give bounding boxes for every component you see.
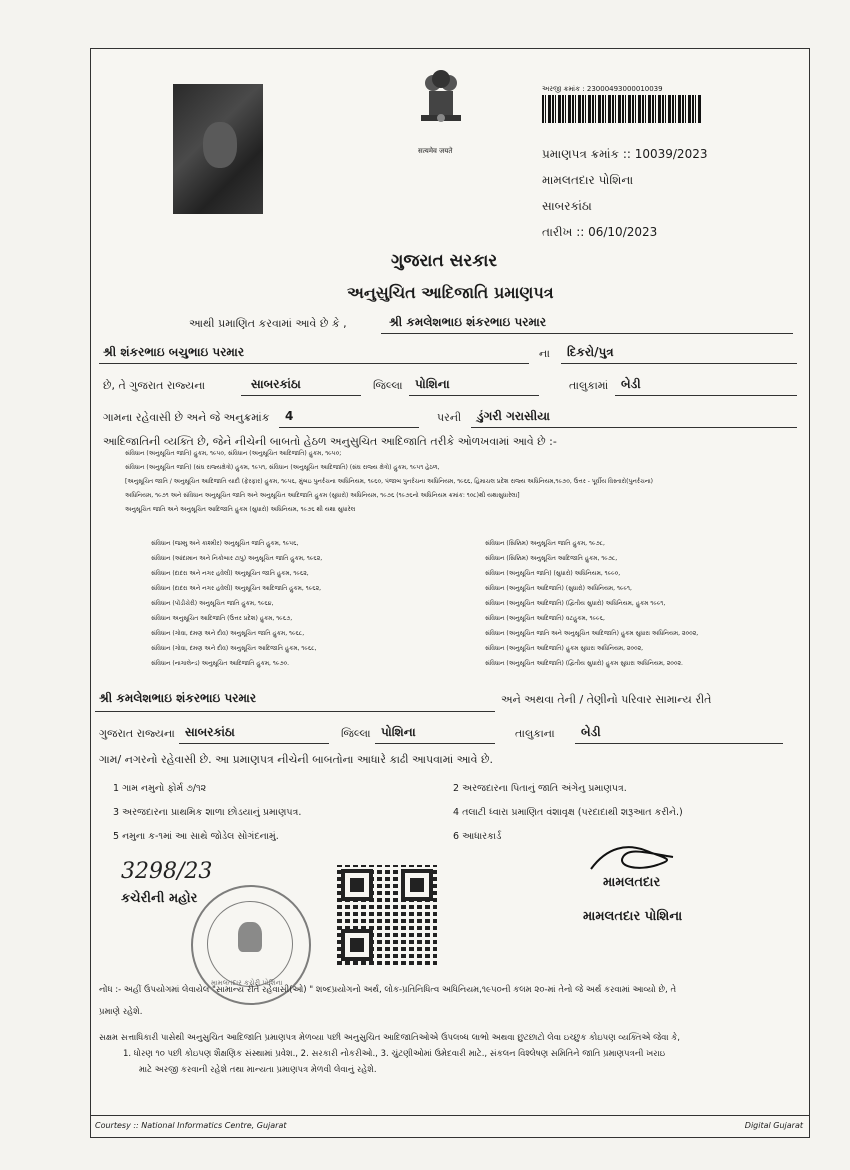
village-value: બેડી (621, 377, 641, 391)
residence-name: શ્રી કમલેશભાઇ શંકરભાઇ પરમાર (99, 691, 257, 705)
document-5: 5 નમુના ક-૧માં આ સાથે જોડેલ સોગંદનામું. (113, 831, 279, 842)
order-left-2: સંવિધાન (આંદામાન અને નિકોબાર ટાપુ) અનુસૂચિત જાતિ હુકમ, ૧૯૬૨, (151, 555, 323, 562)
document-3: 3 અરજદારના પ્રાથમિક શાળા છોડયાનું પ્રમાણપત્ર. (113, 807, 302, 818)
resident-label: ગામના રહેવાસી છે અને જે અનુક્રમાંક (103, 411, 270, 424)
tribe-value: ડુંગરી ગરાસીયા (477, 409, 550, 423)
residence-district: સાબરકાંઠા (185, 725, 235, 739)
note-line-1b: પ્રમાણે રહેશે. (99, 1007, 143, 1017)
order-right-8: સંવિધાન (અનુસૂચિત આદિજાતિ) હુકમ સુધારા અધિનિયમ, ૨૦૦૨, (485, 645, 644, 652)
jilla-label: જિલ્લા (373, 379, 403, 392)
order-right-3: સંવિધાન (અનુસૂચિત જાતિ) (સુધારો) અધિનિયમ, ૧૯૯૦, (485, 570, 621, 577)
order-intro-4: અધિનિયમ, ૧૯૭૧ અને સંવિધાન અનુસૂચિત જાતિ અને અનુસૂચિત આદિજાતિ હુકમ (સુધારો) અધિનિયમ, ૧૯૭૬ (૧૯૭૬નો અધિનિયમ ક્રમાંક: ૧૦૮)થી યથાસુધારેલા] (125, 492, 520, 499)
emblem-motto: सत्यमेव जयते (418, 147, 453, 155)
certify-label: આથી પ્રમાણિત કરવામાં આવે છે કે , (189, 317, 347, 330)
state-label: છે, તે ગુજરાત રાજ્યના (103, 379, 206, 392)
order-intro-1: સંવિધાન (અનુસૂચિત જાતિ) હુકમ, ૧૯૫૦, સંવિધાન (અનુસૂચિત આદિજાતિ) હુકમ, ૧૯૫૦; (125, 450, 342, 457)
signatory-title: મામલતદાર (603, 875, 661, 890)
office-seal-label: કચેરીની મહોર (121, 891, 198, 906)
order-left-9: સંવિધાન (નાગાલેન્ડ) અનુસૂચિત આદિજાતિ હુકમ, ૧૯૭૦. (151, 660, 290, 667)
order-right-6: સંવિધાન (અનુસૂચિત આદિજાતિ) વટહુકમ, ૧૯૯૬, (485, 615, 605, 622)
document-4: 4 તલાટી ધ્વારા પ્રમાણિત વંશાવૃક્ષ (પરદાદાથી શરૂઆત કરીને.) (453, 807, 683, 818)
order-intro-2: સંવિધાન (અનુસૂચિત જાતિ) (સંઘ રાજ્યક્ષેત્રો) હુકમ, ૧૯૫૧, સંવિધાન (અનુસૂચિત આદિજાતિ) (સંઘ રાજ્ય ક્ષેત્રો) હુકમ, ૧૯૫૧ હેઠળ, (125, 464, 440, 471)
issuing-district: સાબરકાંઠા (542, 199, 592, 213)
barcode (542, 95, 702, 123)
document-1: 1 ગામ નમુનો ફોર્મ ૭/૧૨ (113, 783, 207, 794)
residence-taluka: પોશિના (381, 725, 416, 739)
signature-mark (587, 839, 677, 879)
na-label: ના (539, 347, 550, 360)
qr-code[interactable] (337, 865, 437, 965)
note-line-4: માટે અરજી કરવાની રહેશે તથા માન્યતા પ્રમાણપત્ર મેળવી લેવાનું રહેશે. (139, 1065, 377, 1075)
taluka-value: પોશિના (415, 377, 450, 391)
handwritten-number: 3298/23 (121, 859, 213, 884)
order-left-6: સંવિધાન અનુસૂચિત આદિજાતિ (ઉત્તર પ્રદેશ) હુકમ, ૧૯૬૭, (151, 615, 293, 622)
applicant-photo (173, 84, 263, 214)
order-right-4: સંવિધાન (અનુસૂચિત આદિજાતિ) (સુધારો) અધિનિયમ, ૧૯૯૧, (485, 585, 632, 592)
father-name: શ્રી શંકરભાઇ બચુભાઇ પરમાર (103, 345, 245, 359)
order-right-1: સંવિધાન (સિક્કિમ) અનુસૂચિત જાતિ હુકમ, ૧૯૭૮, (485, 540, 605, 547)
paraiki-label: પરની (437, 411, 462, 424)
issue-date: તારીખ :: 06/10/2023 (542, 225, 658, 239)
note-line-1: નોંધ :- અહીં ઉપયોગમાં લેવાયેલ "સામાન્ય રીતે રહેવાસી(ઓ) " શબ્દપ્રયોગનો અર્થ, લોક-પ્રતિનિધિત્વ અધિનિયમ,૧૯૫૦ની કલમ ૨૦-માં તેનો જે અર્થ કરવામાં આવ્યો છે, તે (99, 985, 677, 995)
order-left-3: સંવિધાન (દાદરા અને નગર હવેલી) અનુસૂચિત જાતિ હુકમ, ૧૯૬૨, (151, 570, 309, 577)
residence-state-label: ગુજરાત રાજ્યના (99, 727, 175, 740)
certificate-page (90, 48, 810, 1138)
residence-village: બેડી (581, 725, 601, 739)
order-left-1: સંવિધાન (જમ્મુ અને કાશ્મીર) અનુસૂચિત જાતિ હુકમ, ૧૯૫૬, (151, 540, 299, 547)
order-intro-3: [અનુસૂચિત જાતિ / અનુસૂચિત આદિજાતિ યાદી (ફેરફાર) હુકમ, ૧૯૫૬, મુંબઇ પુનર્રચના અધિનિયમ, ૧૯૬૦, પંજાબ પુનર્રચના અધિનિયમ, ૧૯૬૬, હિમાચલ પ્રદેશ રાજ્ય અધિનિયમ,૧૯૭૦, ઉત્તર - પૂર્વીય વિસ્તારો(પુનર્રચના) (125, 478, 654, 485)
document-2: 2 અરજદારના પિતાનું જાતિ અંગેનુ પ્રમાણપત્ર. (453, 783, 627, 794)
issuing-office: મામલતદાર પોશિના (542, 173, 634, 187)
relation: દિકરો/પુત્ર (567, 345, 614, 359)
intro-text: આદિજાતિની વ્યક્તિ છે, જેને નીચેની બાબતો હેઠળ અનુસુચિત આદિજાતિ તરીકે ઓળખવામાં આવે છે :- (103, 435, 557, 448)
order-right-7: સંવિધાન (અનુસૂચિત જાતિ અને અનુસૂચિત આદિજાતિ) હુકમ સુધારા અધિનિયમ, ૨૦૦૨, (485, 630, 699, 637)
residence-jilla-label: જિલ્લા (341, 727, 371, 740)
order-left-7: સંવિધાન (ગોવા, દમણ અને દીવ) અનુસૂચિત જાતિ હુકમ, ૧૯૬૮, (151, 630, 305, 637)
note-line-3: 1. ધોરણ ૧૦ પછી કોઇપણ શૈક્ષણિક સંસ્થામાં પ્રવેશ., 2. સરકારી નોકરીઓ., 3. ચુંટણીઓમાં ઉમેદવારી માટે., સંકલન વિશ્લેષણ સમિતિને જાતિ પ્રમાણપત્રની ખરાઇ (123, 1049, 666, 1059)
order-right-2: સંવિધાન (સિક્કિમ) અનુસૂચિત આદિજાતિ હુકમ, ૧૯૭૮, (485, 555, 618, 562)
basis-text: ગામ/ નગરનો રહેવાસી છે. આ પ્રમાણપત્ર નીચેની બાબતોના આધારે કાઢી આપવામાં આવે છે. (99, 753, 494, 766)
applicant-name: શ્રી કમલેશભાઇ શંકરભાઇ પરમાર (389, 315, 547, 329)
order-left-5: સંવિધાન (પોંડીચેરી) અનુસૂચિત જાતિ હુકમ, ૧૯૬૪, (151, 600, 274, 607)
footer-courtesy: Courtesy :: National Informatics Centre, Gujarat (95, 1121, 287, 1130)
footer-digital-gujarat: Digital Gujarat (744, 1121, 803, 1130)
stamp-text: મામલતદાર કચેરી પોશિના (211, 979, 283, 987)
government-title: ગુજરાત સરકાર (391, 251, 498, 271)
order-right-9: સંવિધાન (અનુસૂચિત આદિજાતિ) (દ્વિતીય સુધારો) હુકમ સુધારા અધિનિયમ, ૨૦૦૨. (485, 660, 683, 667)
order-left-4: સંવિધાન (દાદરા અને નગર હવેલી) અનુસૂચિત આદિજાતિ હુકમ, ૧૯૬૨, (151, 585, 322, 592)
certificate-number: પ્રમાણપત્ર ક્રમાંક :: 10039/2023 (542, 147, 708, 161)
note-line-2: સક્ષમ સત્તાધિકારી પાસેથી અનુસુચિત આદિજાતિ પ્રમાણપત્ર મેળવ્યા પછી અનુસુચિત આદિજાતિઓએ ઉપલબ્ધ લાભો અથવા છુટછાટો લેવા ઇચ્છુક કોઇપણ વ્યક્તિએ જેવા કે, (99, 1033, 680, 1043)
signatory-office: મામલતદાર પોશિના (583, 909, 683, 924)
district-value: સાબરકાંઠા (251, 377, 301, 391)
barcode-text: અરજી ક્રમાંક : 23000493000010039 (542, 85, 663, 93)
document-6: 6 આધારકાર્ડ (453, 831, 502, 842)
order-left-8: સંવિધાન (ગોવા, દમણ અને દીવ) અનુસૂચિત આદિજાતિ હુકમ, ૧૯૬૮, (151, 645, 317, 652)
order-intro-5: અનુસૂચિત જાતિ અને અનુસૂચિત આદિજાતિ હુકમ (સુધારો) અધિનિયમ, ૧૯૭૬ થી યથા સુધારેલ (125, 506, 356, 513)
family-text: અને અથવા તેની / તેણીનો પરિવાર સામાન્ય રીતે (501, 693, 712, 706)
residence-taluka-label: તાલુકાના (515, 727, 555, 740)
national-emblem (409, 61, 473, 141)
order-right-5: સંવિધાન (અનુસૂચિત આદિજાતિ) (દ્વિતીય સુધારો) અધિનિયમ, હુકમ ૧૯૯૧, (485, 600, 666, 607)
certificate-title: અનુસુચિત આદિજાતિ પ્રમાણપત્ર (347, 283, 554, 302)
serial-number: 4 (285, 409, 294, 423)
taluka-label: તાલુકામાં (569, 379, 609, 392)
